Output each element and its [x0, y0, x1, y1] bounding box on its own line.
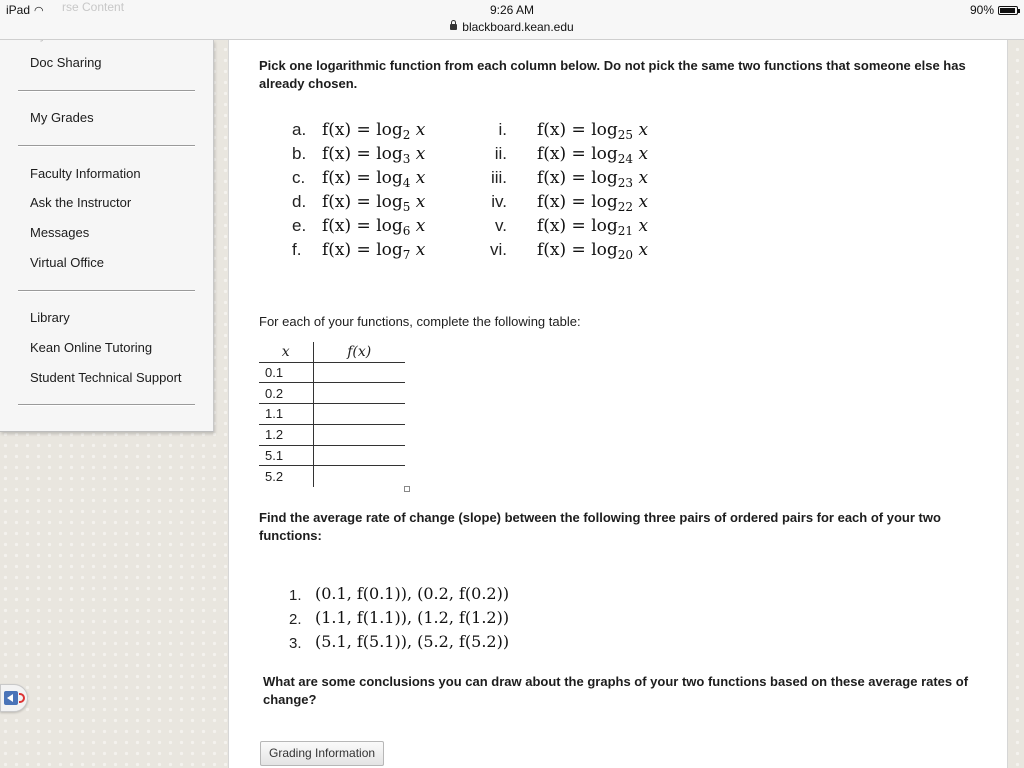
log-base: 4: [402, 176, 411, 190]
sidebar-divider: [18, 90, 195, 92]
text-to-speech-button[interactable]: [0, 684, 28, 712]
assignment-content: [228, 40, 1008, 768]
log-base: 3: [402, 152, 411, 166]
ordered-pair-expression: (1.1, f(1.1)), (1.2, f(1.2)): [315, 608, 510, 627]
right-function-expression: [537, 144, 648, 166]
log-prefix: f(x) = log: [322, 216, 403, 236]
log-base: 24: [617, 152, 634, 166]
log-prefix: f(x) = log: [322, 120, 403, 140]
variable-x: x: [638, 192, 649, 212]
variable-x: x: [415, 192, 426, 212]
log-prefix: f(x) = log: [537, 168, 618, 188]
lock-icon: [450, 24, 457, 30]
values-table: [259, 342, 405, 487]
log-prefix: f(x) = log: [322, 192, 403, 212]
table-cell-fx-blank[interactable]: [313, 404, 405, 425]
table-header-x: x: [259, 342, 313, 362]
log-base: 25: [617, 128, 634, 142]
table-header-fx: f(x): [313, 342, 405, 362]
log-base: 5: [402, 200, 411, 214]
variable-x: x: [638, 168, 649, 188]
log-base: 7: [402, 248, 411, 262]
table-row: [259, 466, 405, 487]
log-base: 20: [617, 248, 634, 262]
left-function-expression: [322, 168, 425, 190]
sidebar-item-virtual-office[interactable]: Virtual Office: [30, 255, 104, 270]
ordered-pair-number: 1.: [289, 587, 302, 604]
course-sidebar: [0, 40, 214, 432]
resize-handle[interactable]: [404, 486, 410, 492]
log-base: 22: [617, 200, 634, 214]
right-function-expression: [537, 240, 648, 262]
address-bar[interactable]: [0, 20, 1024, 34]
clock: 9:26 AM: [489, 3, 535, 17]
log-base: 2: [402, 128, 411, 142]
left-function-expression: [322, 216, 425, 238]
log-prefix: f(x) = log: [322, 144, 403, 164]
right-function-letter: iv.: [491, 192, 507, 211]
variable-x: x: [638, 144, 649, 164]
table-row: [259, 424, 405, 445]
table-row: [259, 445, 405, 466]
sidebar-item-my-grades[interactable]: My Grades: [30, 110, 94, 125]
variable-x: x: [415, 120, 426, 140]
variable-x: x: [415, 216, 426, 236]
variable-x: x: [415, 240, 426, 260]
left-function-expression: [322, 240, 425, 262]
variable-x: x: [638, 240, 649, 260]
table-body: [259, 362, 405, 487]
variable-x: x: [638, 120, 649, 140]
left-function-expression: [322, 192, 425, 214]
table-header-row: [259, 342, 405, 362]
left-function-expression: [322, 120, 425, 142]
battery-percent: 90%: [969, 3, 994, 17]
table-row: [259, 362, 405, 383]
table-cell-x: 1.2: [259, 424, 313, 445]
variable-x: x: [415, 144, 426, 164]
table-instruction: For each of your functions, complete the following table:: [259, 314, 581, 329]
sidebar-item-student-technical-support[interactable]: Student Technical Support: [30, 370, 182, 385]
log-prefix: f(x) = log: [537, 192, 618, 212]
right-function-expression: [537, 168, 648, 190]
left-function-letter: b.: [292, 144, 307, 163]
right-function-letter: ii.: [494, 144, 507, 163]
sidebar-item-messages[interactable]: Messages: [30, 225, 90, 240]
wifi-icon: ◠: [34, 5, 44, 17]
left-function-letter: f.: [292, 240, 302, 259]
device-name: iPad: [6, 3, 31, 17]
ghost-course-content: rse Content: [62, 0, 125, 14]
left-function-expression: [322, 144, 425, 166]
table-row: [259, 404, 405, 425]
sound-wave-icon: [19, 693, 25, 703]
table-cell-fx-blank[interactable]: [313, 445, 405, 466]
log-prefix: f(x) = log: [537, 240, 618, 260]
sidebar-item-kean-online-tutoring[interactable]: Kean Online Tutoring: [30, 340, 153, 355]
table-cell-fx-blank[interactable]: [313, 424, 405, 445]
ordered-pair-expression: (0.1, f(0.1)), (0.2, f(0.2)): [315, 584, 510, 603]
table-cell-fx-blank[interactable]: [313, 362, 405, 383]
variable-x: x: [415, 168, 426, 188]
table-cell-x: 5.2: [265, 469, 284, 485]
left-function-letter: e.: [292, 216, 307, 235]
sidebar-item-doc-sharing[interactable]: Doc Sharing: [30, 55, 102, 70]
table-cell-fx-blank[interactable]: [313, 466, 405, 487]
right-function-letter: iii.: [490, 168, 507, 187]
log-base: 6: [402, 224, 411, 238]
log-prefix: f(x) = log: [537, 120, 618, 140]
intro-instruction: Pick one logarithmic function from each column below. Do not pick the same two functions that someone else has already chosen.: [259, 58, 966, 91]
ordered-pair-number: 3.: [289, 635, 302, 652]
sidebar-divider: [18, 145, 195, 147]
log-prefix: f(x) = log: [322, 168, 403, 188]
ordered-pair-expression: (5.1, f(5.1)), (5.2, f(5.2)): [315, 632, 510, 651]
table-cell-x: 0.2: [259, 383, 313, 404]
table-row: [259, 383, 405, 404]
log-base: 23: [617, 176, 634, 190]
log-prefix: f(x) = log: [537, 144, 618, 164]
ordered-pair-number: 2.: [289, 611, 302, 628]
right-function-letter: vi.: [490, 240, 507, 259]
battery-indicator: [970, 3, 1018, 17]
rate-instruction: Find the average rate of change (slope) between the following three pairs of ordered pairs for each of your two functions:: [259, 510, 941, 543]
sidebar-item-ask-the-instructor[interactable]: Ask the Instructor: [30, 195, 132, 210]
log-base: 21: [617, 224, 634, 238]
speaker-cone-icon: [7, 694, 13, 702]
right-function-letter: v.: [495, 216, 507, 235]
url-text: blackboard.kean.edu: [462, 20, 574, 34]
right-function-expression: [537, 192, 648, 214]
sidebar-item-faculty-information[interactable]: Faculty Information: [30, 166, 141, 181]
battery-icon: [998, 6, 1018, 15]
table-cell-x: 5.1: [259, 445, 313, 466]
table-cell-fx-blank[interactable]: [313, 383, 405, 404]
right-function-expression: [537, 216, 648, 238]
right-function-expression: [537, 120, 648, 142]
left-function-letter: a.: [292, 120, 307, 139]
left-function-letter: d.: [292, 192, 307, 211]
sidebar-divider: [18, 404, 195, 406]
ios-status-bar: [0, 0, 1024, 40]
sidebar-divider: [18, 290, 195, 292]
table-cell-x: 0.1: [259, 362, 313, 383]
sidebar-item-library[interactable]: Library: [30, 310, 70, 325]
log-prefix: f(x) = log: [537, 216, 618, 236]
right-function-letter: i.: [498, 120, 507, 139]
left-function-letter: c.: [292, 168, 306, 187]
variable-x: x: [638, 216, 649, 236]
conclusion-question: What are some conclusions you can draw about the graphs of your two functions based on these average rates of change?: [263, 674, 969, 707]
log-prefix: f(x) = log: [322, 240, 403, 260]
table-cell-x: 1.1: [259, 404, 313, 425]
grading-information-button[interactable]: Grading Information: [260, 741, 384, 766]
